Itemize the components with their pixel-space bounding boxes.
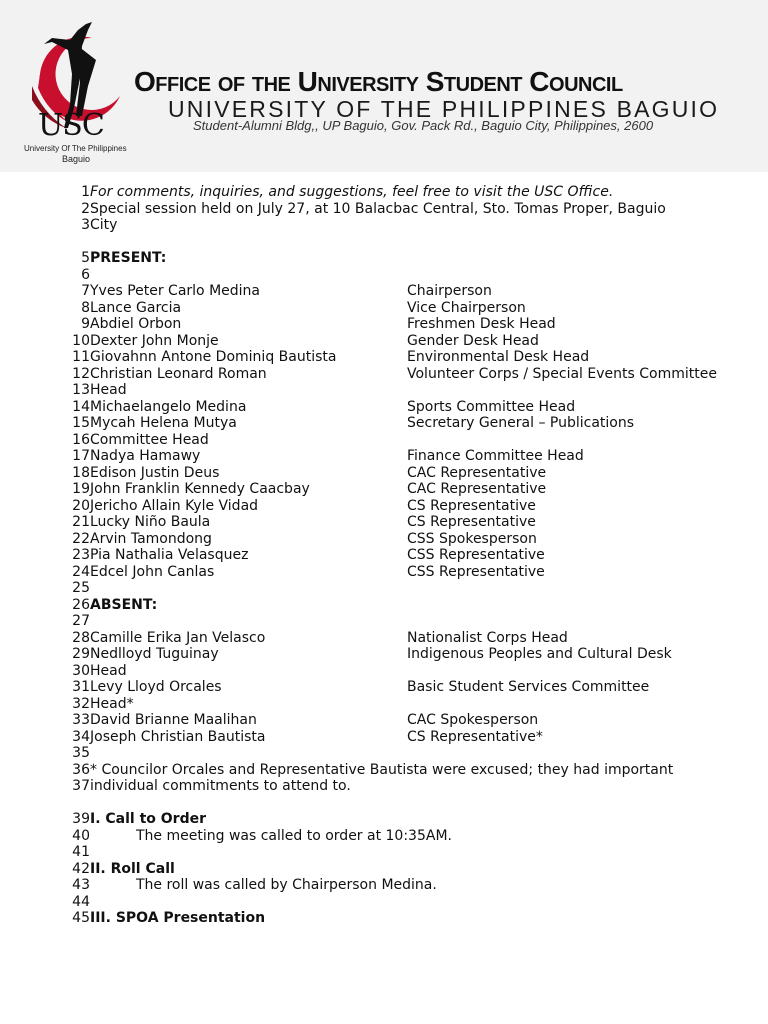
line-number: 23 <box>72 547 90 563</box>
line-text: Special session held on July 27, at 10 Balacbac Central, Sto. Tomas Proper, Baguio <box>90 200 666 217</box>
member-name: Pia Nathalia Velasquez <box>90 547 249 563</box>
member-position: Basic Student Services Committee <box>407 679 650 695</box>
document-line <box>0 300 768 317</box>
line-number: 15 <box>72 415 90 431</box>
document-line <box>0 861 768 878</box>
line-number: 13 <box>72 382 90 398</box>
document-line <box>0 399 768 416</box>
document-line <box>0 217 768 234</box>
line-number: 16 <box>72 431 90 448</box>
line-number: 3 <box>81 217 90 233</box>
line-number: 45 <box>72 910 90 926</box>
logo-campus-label: Baguio <box>62 154 91 164</box>
document-line <box>0 663 768 680</box>
line-number: 2 <box>81 200 90 217</box>
section-heading: III. SPOA Presentation <box>90 910 266 926</box>
line-text: Committee Head <box>90 431 209 448</box>
logo-university-label: University Of The Philippines <box>24 144 127 153</box>
line-number: 14 <box>72 398 90 415</box>
line-number: 30 <box>72 662 90 679</box>
line-number: 28 <box>72 629 90 646</box>
document-line <box>0 762 768 779</box>
line-number: 5 <box>81 250 90 266</box>
document-line <box>0 201 768 218</box>
line-text: The meeting was called to order at 10:35AM. <box>136 827 452 844</box>
document-line <box>0 679 768 696</box>
document-line <box>0 844 768 861</box>
member-position: CAC Representative <box>407 464 547 481</box>
member-position: Secretary General – Publications <box>407 415 635 431</box>
line-number: 26 <box>72 596 90 613</box>
line-number: 44 <box>72 893 90 910</box>
member-name: Giovahnn Antone Dominiq Bautista <box>90 349 337 365</box>
blank-gap <box>0 234 768 251</box>
section-heading: ABSENT: <box>90 596 158 613</box>
document-line <box>0 613 768 630</box>
document-line <box>0 531 768 548</box>
member-name: Michaelangelo Medina <box>90 398 247 415</box>
member-position: Chairperson <box>407 283 492 299</box>
line-number: 32 <box>72 695 90 712</box>
line-number: 22 <box>72 530 90 547</box>
line-number: 36 <box>72 761 90 778</box>
member-name: John Franklin Kennedy Caacbay <box>90 481 310 497</box>
member-position: Environmental Desk Head <box>407 349 590 365</box>
line-number: 25 <box>72 580 90 596</box>
line-number: 17 <box>72 448 90 464</box>
document-line <box>0 432 768 449</box>
document-line <box>0 250 768 267</box>
document-line <box>0 597 768 614</box>
member-position: CAC Spokesperson <box>407 712 539 728</box>
office-title: Office of the University Student Council <box>134 66 623 97</box>
document-line <box>0 646 768 663</box>
line-number: 37 <box>72 778 90 794</box>
line-number: 39 <box>72 811 90 827</box>
member-position: CS Representative* <box>407 728 543 745</box>
line-text: individual commitments to attend to. <box>90 778 351 794</box>
member-position: Nationalist Corps Head <box>407 629 568 646</box>
line-text: Head <box>90 662 127 679</box>
member-position: Vice Chairperson <box>407 299 526 316</box>
member-position: Gender Desk Head <box>407 332 539 349</box>
member-position: CSS Representative <box>407 563 545 580</box>
line-number: 19 <box>72 481 90 497</box>
member-position: Sports Committee Head <box>407 398 576 415</box>
document-line <box>0 514 768 531</box>
document-line <box>0 729 768 746</box>
minutes-body <box>0 184 768 927</box>
document-line <box>0 465 768 482</box>
line-number: 34 <box>72 728 90 745</box>
member-position: CSS Representative <box>407 547 545 563</box>
line-number: 43 <box>72 877 90 893</box>
document-line <box>0 448 768 465</box>
line-number: 29 <box>72 646 90 662</box>
document-line <box>0 283 768 300</box>
section-heading: I. Call to Order <box>90 811 207 827</box>
document-line <box>0 382 768 399</box>
document-line <box>0 481 768 498</box>
line-text: City <box>90 217 118 233</box>
document-line <box>0 415 768 432</box>
line-number: 10 <box>72 332 90 349</box>
member-position: Finance Committee Head <box>407 448 584 464</box>
member-position: CAC Representative <box>407 481 547 497</box>
document-line <box>0 712 768 729</box>
document-line <box>0 267 768 284</box>
line-text: The roll was called by Chairperson Medina. <box>136 877 437 893</box>
member-name: Lance Garcia <box>90 299 182 316</box>
line-number: 33 <box>72 712 90 728</box>
document-line <box>0 184 768 201</box>
line-text: * Councilor Orcales and Representative Bautista were excused; they had important <box>90 761 674 778</box>
document-line <box>0 333 768 350</box>
line-number: 6 <box>81 266 90 283</box>
document-line <box>0 778 768 795</box>
member-name: Mycah Helena Mutya <box>90 415 237 431</box>
section-heading: II. Roll Call <box>90 860 175 877</box>
line-number: 40 <box>72 827 90 844</box>
member-name: Joseph Christian Bautista <box>90 728 266 745</box>
member-position: CS Representative <box>407 497 536 514</box>
document-line <box>0 580 768 597</box>
line-number: 11 <box>72 349 90 365</box>
member-name: Edison Justin Deus <box>90 464 220 481</box>
member-name: Abdiel Orbon <box>90 316 182 332</box>
line-number: 24 <box>72 563 90 580</box>
member-name: Nedlloyd Tuguinay <box>90 646 219 662</box>
document-line <box>0 564 768 581</box>
line-number: 1 <box>81 184 90 200</box>
document-line <box>0 894 768 911</box>
line-text: Head* <box>90 695 134 712</box>
office-address: Student-Alumni Bldg,, UP Baguio, Gov. Pack Rd., Baguio City, Philippines, 2600 <box>193 118 654 133</box>
member-name: Yves Peter Carlo Medina <box>90 283 260 299</box>
letterhead <box>0 0 768 172</box>
line-number: 7 <box>81 283 90 299</box>
line-text: For comments, inquiries, and suggestions, feel free to visit the USC Office. <box>90 184 614 200</box>
document-line <box>0 877 768 894</box>
section-heading: PRESENT: <box>90 250 167 266</box>
member-position: Volunteer Corps / Special Events Committee <box>407 365 717 382</box>
member-position: Indigenous Peoples and Cultural Desk <box>407 646 672 662</box>
line-number: 41 <box>72 844 90 860</box>
document-line <box>0 316 768 333</box>
document-line <box>0 811 768 828</box>
line-number: 35 <box>72 745 90 761</box>
document-line <box>0 498 768 515</box>
member-name: Lucky Niño Baula <box>90 514 211 530</box>
document-line <box>0 630 768 647</box>
document-line <box>0 910 768 927</box>
document-line <box>0 349 768 366</box>
university-name: UNIVERSITY OF THE PHILIPPINES BAGUIO <box>168 96 720 122</box>
member-name: Christian Leonard Roman <box>90 365 267 382</box>
line-number: 9 <box>81 316 90 332</box>
line-number: 8 <box>81 299 90 316</box>
member-position: CSS Spokesperson <box>407 530 537 547</box>
member-name: Nadya Hamawy <box>90 448 201 464</box>
member-position: CS Representative <box>407 514 536 530</box>
member-name: Arvin Tamondong <box>90 530 212 547</box>
line-number: 18 <box>72 464 90 481</box>
line-number: 27 <box>72 613 90 629</box>
line-number: 20 <box>72 497 90 514</box>
document-line <box>0 547 768 564</box>
line-text: Head <box>90 382 127 398</box>
line-number: 12 <box>72 365 90 382</box>
member-name: David Brianne Maalihan <box>90 712 257 728</box>
member-name: Dexter John Monje <box>90 332 219 349</box>
document-line <box>0 366 768 383</box>
document-line <box>0 696 768 713</box>
member-name: Levy Lloyd Orcales <box>90 679 222 695</box>
line-number: 21 <box>72 514 90 530</box>
member-name: Edcel John Canlas <box>90 563 215 580</box>
member-name: Camille Erika Jan Velasco <box>90 629 266 646</box>
member-position: Freshmen Desk Head <box>407 316 556 332</box>
member-name: Jericho Allain Kyle Vidad <box>90 497 259 514</box>
document-line <box>0 828 768 845</box>
logo-wordmark: USC <box>38 108 104 143</box>
blank-gap <box>0 795 768 812</box>
document-line <box>0 745 768 762</box>
line-number: 42 <box>72 860 90 877</box>
line-number: 31 <box>72 679 90 695</box>
